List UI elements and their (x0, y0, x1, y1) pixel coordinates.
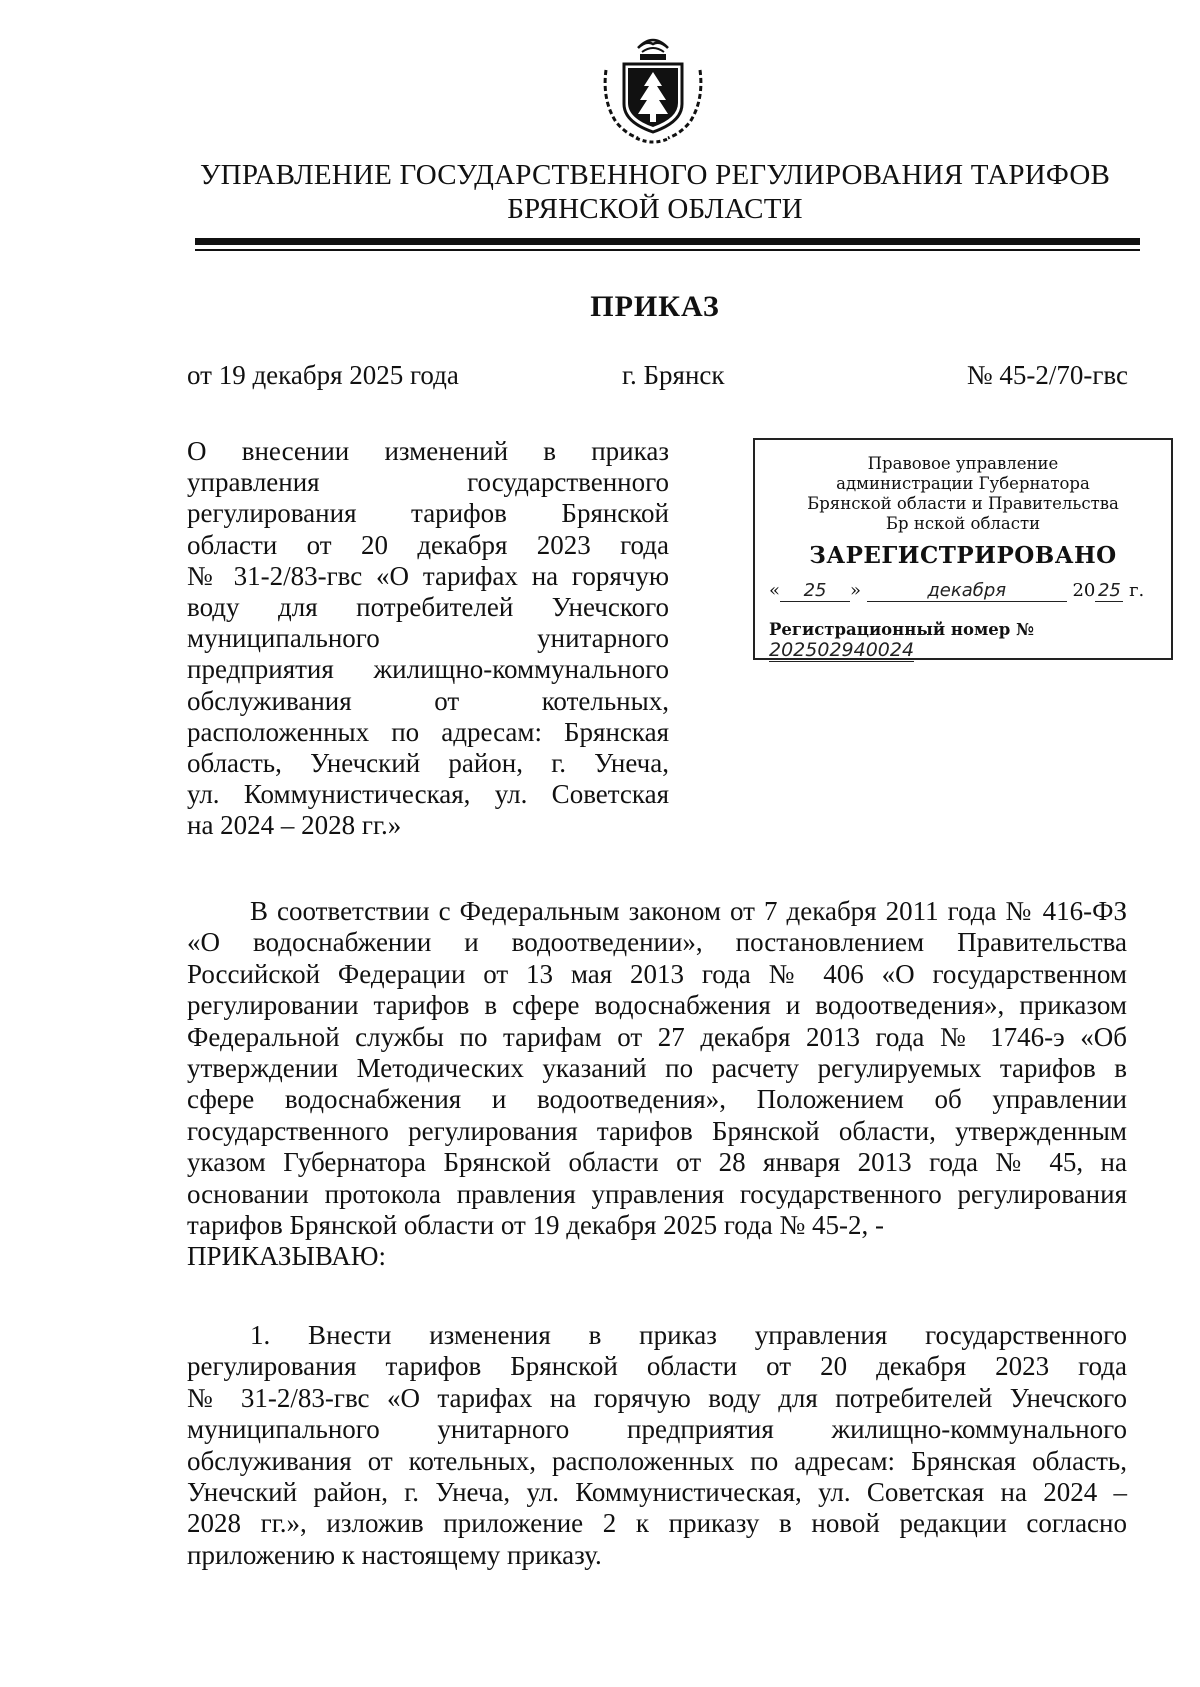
header-divider-thin (195, 249, 1140, 251)
preamble-line: указом Губернатора Брянской области от 28 января 2013 года № 45, на (187, 1147, 1127, 1178)
order-directive: ПРИКАЗЫВАЮ: (187, 1241, 386, 1272)
stamp-year-prefix: 20 (1072, 580, 1096, 601)
subject-line: расположенных по адресам: Брянская (187, 716, 669, 747)
stamp-line: Правовое управление (867, 454, 1059, 473)
subject-line: управления государственного (187, 467, 669, 498)
item-1-line: 2028 гг.», изложив приложение 2 к приказу в новой редакции согласно (187, 1508, 1127, 1539)
subject-line: области от 20 декабря 2023 года (187, 529, 669, 560)
header-divider-thick (195, 238, 1140, 245)
subject-line: муниципального унитарного (187, 623, 669, 654)
organization-title (150, 158, 1160, 226)
preamble-line: основании протокола правления управления государственного регулирования (187, 1178, 1127, 1209)
order-city: г. Брянск (622, 360, 725, 390)
organization-title-line1: УПРАВЛЕНИЕ ГОСУДАРСТВЕННОГО РЕГУЛИРОВАНИЯ ТАРИФОВ (199, 159, 1111, 191)
subject-line: предприятия жилищно-коммунального (187, 654, 669, 685)
preamble-line: государственного регулирования тарифов Брянской области, утвержденным (187, 1115, 1127, 1146)
item-1-line: регулирования тарифов Брянской области от 20 декабря 2023 года (187, 1351, 1127, 1382)
preamble-line: утверждении Методических указаний по расчету регулируемых тарифов в (187, 1053, 1127, 1084)
preamble-line: Федеральной службы по тарифам от 27 декабря 2013 года № 1746-э «Об (187, 1021, 1127, 1052)
subject-line: О внесении изменений в приказ (187, 436, 669, 466)
stamp-line: Бр нской области (885, 514, 1041, 533)
stamp-regnum: 202502940024 (769, 639, 915, 661)
item-1-line: 1. Внести изменения в приказ управления государственного (250, 1320, 1127, 1350)
preamble-line: В соответствии с Федеральным законом от 7 декабря 2011 года № 416-ФЗ (250, 896, 1127, 926)
subject-line: № 31-2/83-гвс «О тарифах на горячую (187, 560, 669, 591)
stamp-line: Брянской области и Правительства (807, 494, 1119, 513)
stamp-regnum-row (769, 620, 1161, 662)
stamp-year-suffix: 25 (1095, 580, 1123, 602)
order-number: № 45-2/70-гвс (966, 360, 1128, 390)
stamp-month: декабря (867, 580, 1067, 602)
stamp-date-row: « 25 » декабря 20 25 г. (769, 580, 1145, 601)
subject-line: обслуживания от котельных, (187, 685, 669, 716)
item-1-line: приложению к настоящему приказу. (187, 1539, 602, 1570)
coat-of-arms-emblem (598, 30, 708, 150)
preamble-line: сфере водоснабжения и водоотведения», Положением об управлении (187, 1084, 1127, 1115)
subject-line: регулирования тарифов Брянской (187, 498, 669, 529)
subject-line: ул. Коммунистическая, ул. Советская (187, 779, 669, 810)
subject-line: на 2024 – 2028 гг.» (187, 810, 402, 841)
preamble-line: регулировании тарифов в сфере водоснабжения и водоотведения», приказом (187, 990, 1127, 1021)
preamble-line: Российской Федерации от 13 мая 2013 года № 406 «О государственном (187, 958, 1127, 989)
stamp-year-unit: г. (1129, 580, 1145, 601)
preamble-line: тарифов Брянской области от 19 декабря 2025 года № 45-2, - (187, 1210, 884, 1241)
preamble-line: «О водоснабжении и водоотведении», постановлением Правительства (187, 927, 1127, 958)
order-date: от 19 декабря 2025 года (187, 360, 459, 390)
item-1-line: Унечский район, г. Унеча, ул. Коммунистическая, ул. Советская на 2024 – (187, 1477, 1127, 1508)
preamble-paragraph (187, 896, 1127, 1273)
stamp-registered-label: ЗАРЕГИСТРИРОВАНО (809, 542, 1117, 569)
subject-line: воду для потребителей Унечского (187, 592, 669, 623)
order-title: ПРИКАЗ (590, 290, 720, 323)
stamp-line: администрации Губернатора (836, 474, 1090, 493)
subject-line: область, Унечский район, г. Унеча, (187, 748, 669, 779)
item-1-paragraph (187, 1320, 1127, 1571)
order-subject (187, 436, 669, 842)
item-1-line: обслуживания от котельных, расположенных по адресам: Брянская область, (187, 1445, 1127, 1476)
stamp-day: 25 (780, 580, 850, 602)
organization-title-line2: БРЯНСКОЙ ОБЛАСТИ (507, 193, 803, 225)
item-1-line: № 31-2/83-гвс «О тарифах на горячую воду для потребителей Унечского (187, 1382, 1127, 1413)
item-1-line: муниципального унитарного предприятия жилищно-коммунального (187, 1414, 1127, 1445)
stamp-regnum-label: Регистрационный номер № (769, 620, 1034, 639)
registration-stamp (753, 438, 1173, 660)
